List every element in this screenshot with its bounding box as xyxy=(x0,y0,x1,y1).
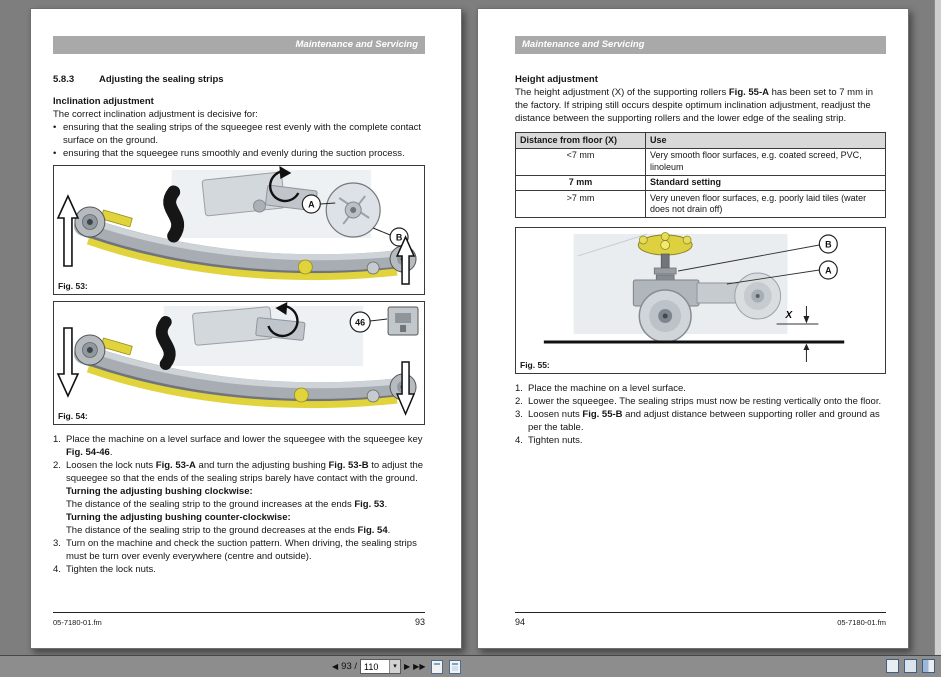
figure-55-label: Fig. 55: xyxy=(520,360,550,370)
document-filename: 05-7180-01.fm xyxy=(837,618,886,627)
two-column-layout-icon[interactable] xyxy=(922,659,935,673)
bullet-marker: • xyxy=(53,122,57,133)
sub-heading: Turning the adjusting bushing clockwise: xyxy=(66,486,253,497)
fig54-illustration xyxy=(54,302,424,424)
running-header-bar xyxy=(515,36,886,54)
list-item: 2. Loosen the lock nuts Fig. 53-A and turn the adjusting bushing Fig. 53-B to adjust the squeegee so that the ends of the sealing strips barely have contact with the ground. Turning the adjusting bushing clockwise: The distance of the sealing strip to the ground increases at the ends Fig. 53. Turning the adjusting bushing counter-clockwise: The distance of the sealing strip to the ground decreases at the ends Fig. 54. xyxy=(53,460,424,536)
callout-b-label: B xyxy=(825,239,832,250)
page-number-input[interactable] xyxy=(361,662,389,672)
dimension-x-label: X xyxy=(785,309,793,322)
bookmarks-panel-icon[interactable] xyxy=(886,659,899,673)
figure-55 xyxy=(515,227,886,374)
callout-a-label: A xyxy=(308,199,315,210)
page-number: 93 xyxy=(414,617,425,627)
section-number: 5.8.3 xyxy=(53,74,75,85)
figure-54 xyxy=(53,301,425,425)
prev-page-button[interactable]: ◀ xyxy=(332,661,339,671)
figure-53-label: Fig. 53: xyxy=(58,281,88,291)
adjustment-nut xyxy=(654,268,676,274)
bullet-marker: • xyxy=(53,148,57,159)
intro-text: The height adjustment (X) of the supporting rollers Fig. 55-A has been set to 7 mm in the factory. If striping still occurs despite optimum inclination adjustment, readjust the distance between the supporting rollers and the lower edge of the sealing strip. xyxy=(515,87,874,124)
running-header-title: Maintenance and Servicing xyxy=(295,39,418,50)
thumbnails-panel-icon[interactable] xyxy=(904,659,917,673)
figure-54-label: Fig. 54: xyxy=(58,411,88,421)
last-page-button[interactable]: ▶▶ xyxy=(413,661,426,671)
list-item: 2. Lower the squeegee. The sealing strips must now be resting vertically onto the floor. xyxy=(515,396,882,407)
next-page-button[interactable]: ▶ xyxy=(404,661,411,671)
table-row: >7 mm Very uneven floor surfaces, e.g. poorly laid tiles (water does not drain off) xyxy=(516,191,886,218)
suction-hose xyxy=(162,322,170,364)
bullet-text: ensuring that the squeegee runs smoothly and evenly during the suction process. xyxy=(63,148,405,159)
page-93 xyxy=(30,8,462,649)
table-header-use: Use xyxy=(646,133,886,149)
bullet-item xyxy=(53,147,425,160)
section-heading xyxy=(53,73,425,86)
page-navigation xyxy=(332,656,461,677)
dimension-arrow-icon xyxy=(803,316,809,324)
page-footer xyxy=(53,612,425,627)
list-item: 4. Tighten nuts. xyxy=(515,435,583,446)
instruction-list xyxy=(53,433,425,576)
distance-table xyxy=(515,132,886,218)
page-number: 94 xyxy=(515,617,526,627)
panel-toggle-group xyxy=(886,659,935,673)
page-number-combo[interactable] xyxy=(360,659,401,674)
running-header-title: Maintenance and Servicing xyxy=(522,39,645,50)
table-row: <7 mm Very smooth floor surfaces, e.g. coated screed, PVC, linoleum xyxy=(516,148,886,175)
table-header-row xyxy=(516,133,886,149)
down-arrow-icon xyxy=(58,328,78,396)
list-item: 1. Place the machine on a level surface and lower the squeegee with the squeegee key Fig. 54-46. xyxy=(53,434,423,458)
adjustment-nut xyxy=(656,275,674,280)
up-arrow-icon xyxy=(58,196,78,266)
table-row: 7 mm Standard setting xyxy=(516,175,886,191)
bullet-item xyxy=(53,121,425,147)
page-94 xyxy=(477,8,909,649)
inclination-adjustment-heading: Inclination adjustment xyxy=(53,96,154,107)
section-title: Adjusting the sealing strips xyxy=(99,74,224,85)
facing-pages-view-icon[interactable] xyxy=(449,660,461,674)
figure-53 xyxy=(53,165,425,295)
suction-hose xyxy=(170,192,178,236)
fig53-illustration xyxy=(54,166,424,294)
instruction-list xyxy=(515,382,886,447)
list-item: 1. Place the machine on a level surface. xyxy=(515,383,686,394)
vertical-scrollbar[interactable] xyxy=(934,0,941,655)
document-filename: 05-7180-01.fm xyxy=(53,618,102,627)
callout-a-label: A xyxy=(825,265,832,276)
fig55-illustration xyxy=(516,228,885,373)
dropdown-caret-icon[interactable]: ▾ xyxy=(389,660,400,673)
height-adjustment-heading: Height adjustment xyxy=(515,74,598,85)
viewer-toolbar xyxy=(0,655,941,677)
list-item: 3. Loosen nuts Fig. 55-B and adjust distance between supporting roller and ground as per the table. xyxy=(515,409,880,433)
bullet-text: ensuring that the sealing strips of the squeegee rest evenly with the complete contact surface on the ground. xyxy=(63,122,422,146)
intro-text: The correct inclination adjustment is decisive for: xyxy=(53,109,258,120)
callout-b-label: B xyxy=(395,232,403,243)
dimension-arrow-icon xyxy=(803,344,809,351)
list-item: 4. Tighten the lock nuts. xyxy=(53,564,156,575)
current-page-label: 93 / xyxy=(341,661,358,672)
page-footer xyxy=(515,612,886,627)
single-page-view-icon[interactable] xyxy=(431,660,443,674)
list-item: 3. Turn on the machine and check the suction pattern. When driving, the sealing strips must be turn over evenly everywhere (centre and outside). xyxy=(53,538,417,562)
callout-46-label: 46 xyxy=(355,317,366,328)
running-header-bar xyxy=(53,36,425,54)
table-header-distance: Distance from floor (X) xyxy=(516,133,646,149)
sub-heading: Turning the adjusting bushing counter-clockwise: xyxy=(66,512,291,523)
